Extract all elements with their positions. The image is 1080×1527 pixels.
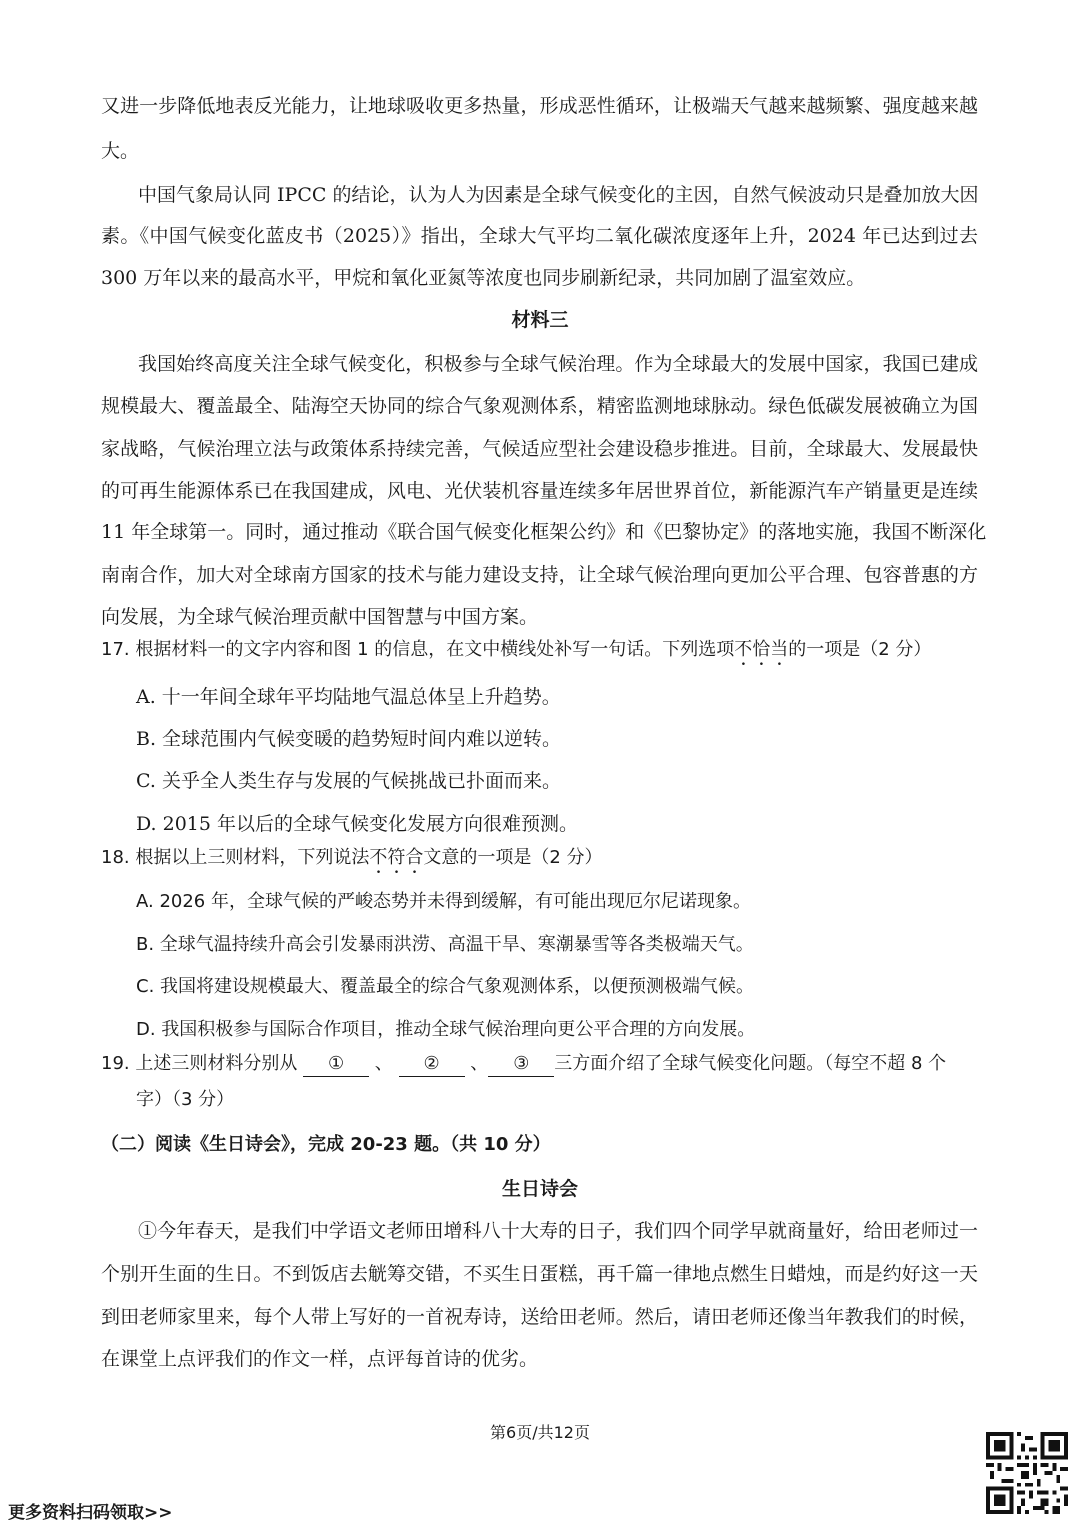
- paragraph-line: 家战略，气候治理立法与政策体系持续完善，气候适应型社会建设稳步推进。目前，全球最大、发展最快: [101, 438, 978, 460]
- question-18-prefix: 18. 根据以上三则材料，下列说法: [101, 847, 370, 868]
- paragraph-line: 到田老师家里来，每个人带上写好的一首祝寿诗，送给田老师。然后，请田老师还像当年教我们的时候，: [101, 1306, 978, 1328]
- page-number: 第6页/共12页: [490, 1423, 590, 1442]
- question-19-line2: 字）（3 分）: [136, 1089, 235, 1110]
- option-17-c: C. 关乎全人类生存与发展的气候挑战已扑面而来。: [136, 770, 561, 792]
- answer-blank-3[interactable]: ③: [488, 1052, 554, 1077]
- paragraph-line: 我国始终高度关注全球气候变化，积极参与全球气候治理。作为全球最大的发展中国家，我国已建成: [138, 353, 978, 375]
- option-18-c: C. 我国将建设规模最大、覆盖最全的综合气象观测体系，以便预测极端气候。: [136, 976, 755, 997]
- option-18-d: D. 我国积极参与国际合作项目，推动全球气候治理向更公平合理的方向发展。: [136, 1019, 756, 1040]
- question-17-emphasis: 不恰当: [734, 639, 789, 660]
- footer-scan-prompt[interactable]: 更多资料扫码领取>>: [8, 1503, 173, 1523]
- question-19-suffix: 三方面介绍了全球气候变化问题。（每空不超 8 个: [554, 1053, 947, 1074]
- paragraph-line: 大。: [101, 140, 140, 162]
- paragraph-line: 300 万年以来的最高水平，甲烷和氧化亚氮等浓度也同步刷新纪录，共同加剧了温室效应。: [101, 267, 866, 289]
- paragraph-line: 又进一步降低地表反光能力，让地球吸收更多热量，形成恶性循环，让极端天气越来越频繁、强度越来越: [101, 95, 978, 117]
- question-17-prefix: 17. 根据材料一的文字内容和图 1 的信息，在文中横线处补写一句话。下列选项: [101, 639, 735, 660]
- paragraph-line: 在课堂上点评我们的作文一样，点评每首诗的优劣。: [101, 1348, 539, 1370]
- paragraph-line: 南南合作，加大对全球南方国家的技术与能力建设支持，让全球气候治理向更加公平合理、包容普惠的方: [101, 564, 978, 586]
- section-2-heading: （二）阅读《生日诗会》，完成 20-23 题。（共 10 分）: [101, 1134, 551, 1155]
- paragraph-line: 的可再生能源体系已在我国建成，风电、光伏装机容量连续多年居世界首位，新能源汽车产销量更是连续: [101, 480, 978, 502]
- question-19-separator: 、: [464, 1053, 489, 1074]
- answer-blank-2[interactable]: ②: [399, 1052, 465, 1077]
- question-17: [101, 638, 931, 670]
- paragraph-line: 规模最大、覆盖最全、陆海空天协同的综合气象观测体系，精密监测地球脉动。绿色低碳发展被确立为国: [101, 395, 978, 417]
- option-17-a: A. 十一年间全球年平均陆地气温总体呈上升趋势。: [136, 686, 561, 708]
- question-17-suffix: 的一项是（2 分）: [788, 639, 932, 660]
- option-18-a: A. 2026 年，全球气候的严峻态势并未得到缓解，有可能出现厄尔尼诺现象。: [136, 891, 751, 912]
- article-title: 生日诗会: [501, 1178, 578, 1200]
- question-19: [101, 1052, 946, 1077]
- paragraph-line: ①今年春天，是我们中学语文老师田增科八十大寿的日子，我们四个同学早就商量好，给田老师过一: [138, 1220, 978, 1242]
- question-18: [101, 846, 603, 878]
- question-19-separator: 、: [369, 1053, 399, 1074]
- question-19-prefix: 19. 上述三则材料分别从: [101, 1053, 304, 1074]
- paragraph-line: 素。《中国气候变化蓝皮书（2025）》指出，全球大气平均二氧化碳浓度逐年上升，2024 年已达到过去: [101, 225, 978, 247]
- paragraph-line: 向发展，为全球气候治理贡献中国智慧与中国方案。: [101, 606, 539, 628]
- question-18-emphasis: 不符合: [369, 847, 424, 868]
- material-3-title: 材料三: [511, 309, 569, 331]
- option-17-d: D. 2015 年以后的全球气候变化发展方向很难预测。: [136, 813, 579, 835]
- paragraph-line: 中国气象局认同 IPCC 的结论，认为人为因素是全球气候变化的主因，自然气候波动只是叠加放大因: [138, 184, 979, 206]
- paragraph-line: 11 年全球第一。同时，通过推动《联合国气候变化框架公约》和《巴黎协定》的落地实施，我国不断深化: [101, 521, 987, 543]
- question-18-suffix: 文意的一项是（2 分）: [423, 847, 603, 868]
- paragraph-line: 个别开生面的生日。不到饭店去觥筹交错，不买生日蛋糕，再千篇一律地点燃生日蜡烛，而是约好这一天: [101, 1263, 978, 1285]
- option-18-b: B. 全球气温持续升高会引发暴雨洪涝、高温干旱、寒潮暴雪等各类极端天气。: [136, 934, 754, 955]
- answer-blank-1[interactable]: ①: [303, 1052, 369, 1077]
- option-17-b: B. 全球范围内气候变暖的趋势短时间内难以逆转。: [136, 728, 562, 750]
- qr-code-icon[interactable]: [986, 1432, 1068, 1514]
